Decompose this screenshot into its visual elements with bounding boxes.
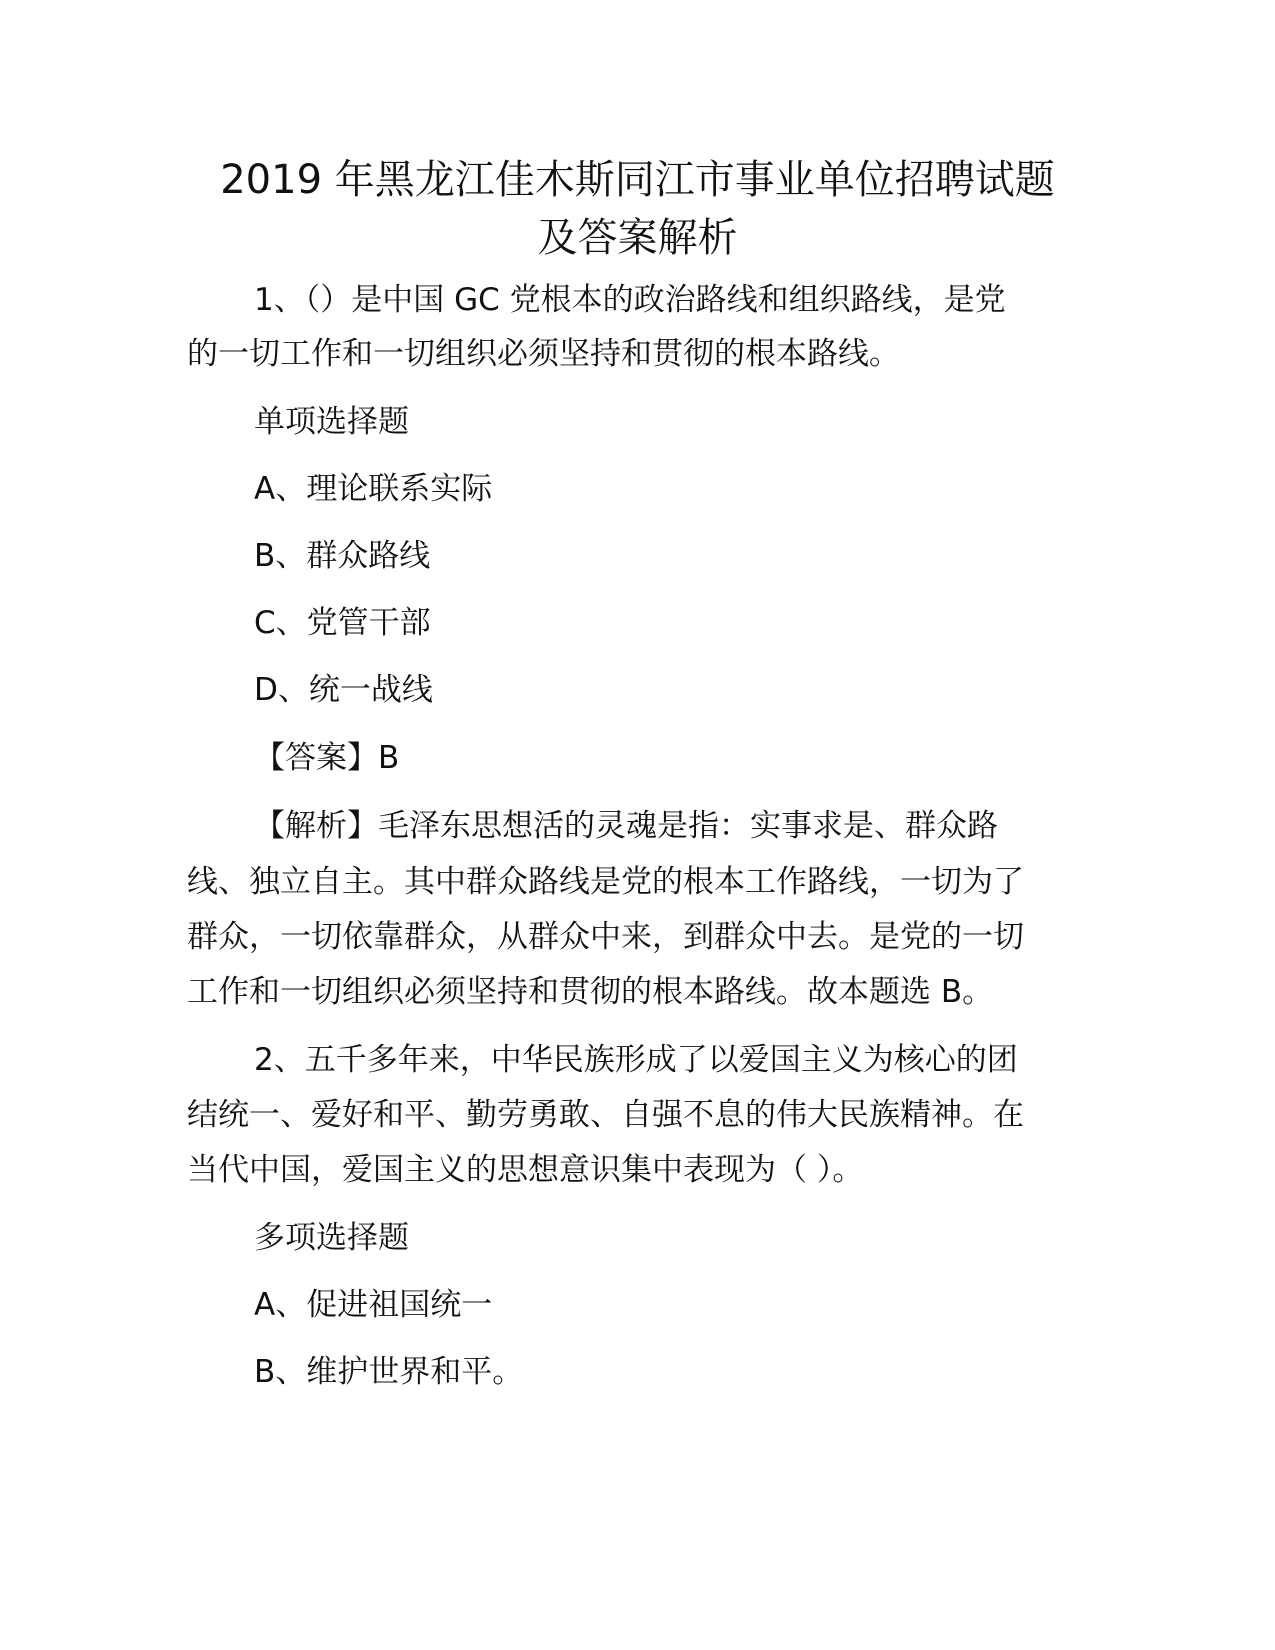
question-1-option-c: C、党管干部 xyxy=(254,605,431,641)
question-1-type: 单项选择题 xyxy=(254,404,409,440)
question-1-stem-line-2: 的一切工作和一切组织必须坚持和贯彻的根本路线。 xyxy=(187,336,900,372)
question-2-stem-line-2: 结统一、爱好和平、勤劳勇敢、自强不息的伟大民族精神。在 xyxy=(187,1097,1024,1133)
question-1-option-a: A、理论联系实际 xyxy=(254,471,493,507)
question-1-analysis-line-3: 群众，一切依靠群众，从群众中来，到群众中去。是党的一切 xyxy=(187,919,1024,955)
question-1-answer: 【答案】B xyxy=(254,740,400,776)
question-1-option-b: B、群众路线 xyxy=(254,538,431,574)
question-2-option-a: A、促进祖国统一 xyxy=(254,1287,493,1323)
question-1-analysis-line-4: 工作和一切组织必须坚持和贯彻的根本路线。故本题选 B。 xyxy=(187,974,994,1010)
question-1-stem-line-1: 1、（）是中国 GC 党根本的政治路线和组织路线，是党 xyxy=(254,282,1006,318)
document-title-line-2: 及答案解析 xyxy=(537,215,738,261)
question-1-option-d: D、统一战线 xyxy=(254,672,433,708)
question-1-analysis-line-1: 【解析】毛泽东思想活的灵魂是指：实事求是、群众路 xyxy=(254,808,998,844)
question-2-option-b: B、维护世界和平。 xyxy=(254,1354,524,1390)
question-1-analysis-line-2: 线、独立自主。其中群众路线是党的根本工作路线，一切为了 xyxy=(187,864,1024,900)
question-2-stem-line-1: 2、五千多年来，中华民族形成了以爱国主义为核心的团 xyxy=(254,1042,1018,1078)
question-2-stem-line-3: 当代中国，爱国主义的思想意识集中表现为（ ）。 xyxy=(187,1152,864,1188)
document-title-line-1: 2019 年黑龙江佳木斯同江市事业单位招聘试题 xyxy=(220,157,1055,203)
question-2-type: 多项选择题 xyxy=(254,1220,409,1256)
